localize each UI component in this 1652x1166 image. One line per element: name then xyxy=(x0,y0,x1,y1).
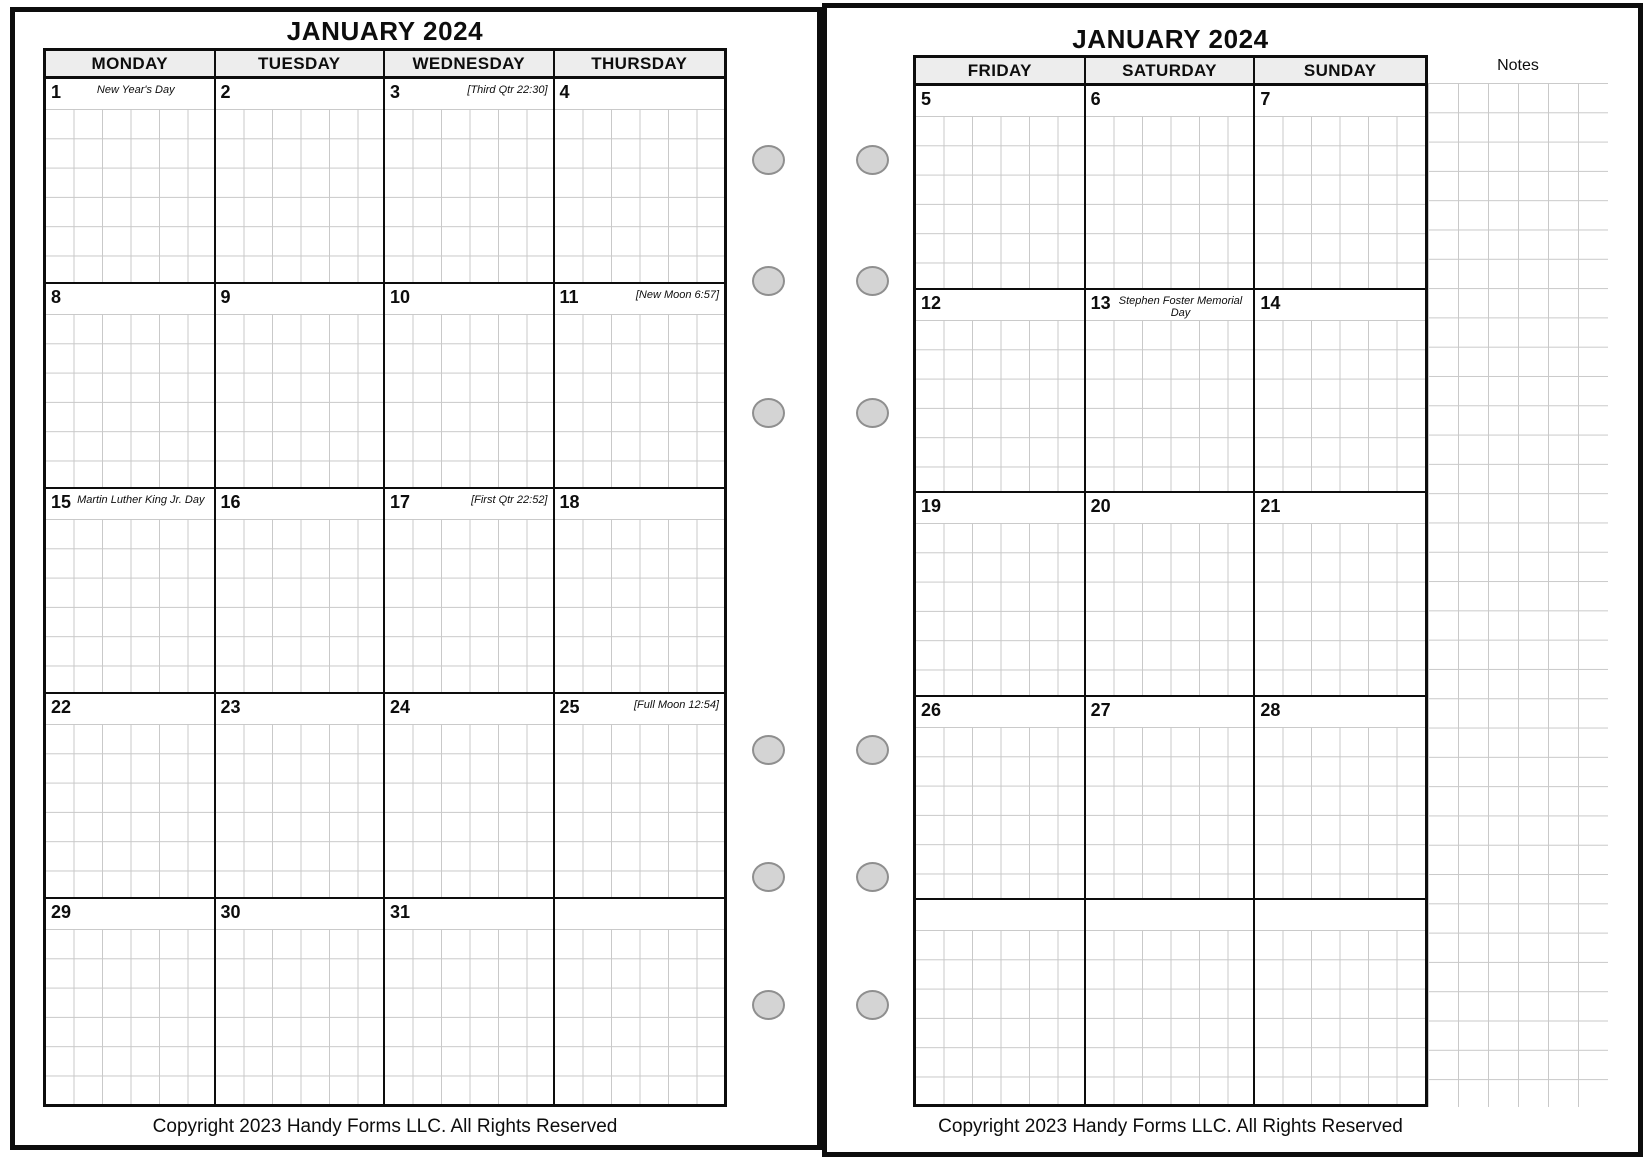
ruled-grid xyxy=(1086,116,1254,288)
ruled-grid xyxy=(1255,523,1425,695)
holiday-note: Stephen Foster Memorial Day xyxy=(1118,294,1243,320)
day-label-band xyxy=(555,694,725,724)
ruled-grid xyxy=(46,519,214,692)
ruled-grid xyxy=(916,930,1084,1104)
holiday-note: New Year's Day xyxy=(96,84,175,96)
day-label-band xyxy=(216,489,384,519)
day-cell-19 xyxy=(916,493,1086,697)
day-label-band xyxy=(916,900,1084,930)
binder-hole xyxy=(856,398,889,428)
day-cell-9 xyxy=(216,284,386,489)
day-number: 27 xyxy=(1090,699,1111,720)
day-label-band xyxy=(1255,290,1425,320)
ruled-grid xyxy=(385,724,553,897)
day-label-band xyxy=(1086,86,1254,116)
day-cell-27 xyxy=(1086,697,1256,901)
ruled-grid xyxy=(1086,523,1254,695)
day-cell-30 xyxy=(216,899,386,1104)
day-number: 2 xyxy=(220,82,231,102)
day-label-band xyxy=(916,697,1084,727)
day-cell-20 xyxy=(1086,493,1256,697)
day-cell-18 xyxy=(555,489,725,694)
day-label-band xyxy=(1086,900,1254,930)
ruled-grid xyxy=(1255,727,1425,899)
day-label-band xyxy=(555,489,725,519)
day-number: 16 xyxy=(220,492,241,512)
day-cell-4 xyxy=(555,79,725,284)
day-number: 11 xyxy=(559,287,579,307)
day-label-band xyxy=(216,284,384,314)
ruled-grid xyxy=(1255,320,1425,492)
ruled-grid xyxy=(916,727,1084,899)
ruled-grid xyxy=(916,523,1084,695)
day-number: 28 xyxy=(1260,699,1281,720)
day-label-band xyxy=(46,284,214,314)
day-number: 14 xyxy=(1260,292,1281,313)
day-cell-empty xyxy=(1086,900,1256,1104)
day-cell-22 xyxy=(46,694,216,899)
binder-hole xyxy=(856,862,889,892)
day-number: 29 xyxy=(51,902,72,922)
day-label-band xyxy=(385,489,553,519)
day-number: 15 xyxy=(51,492,72,512)
day-number: 23 xyxy=(220,697,241,717)
day-cell-empty xyxy=(916,900,1086,1104)
day-header-sunday: SUNDAY xyxy=(1255,58,1425,86)
day-number: 20 xyxy=(1090,496,1111,517)
day-number: 10 xyxy=(390,287,411,307)
day-cell-23 xyxy=(216,694,386,899)
moon-phase-note: [New Moon 6:57] xyxy=(635,289,719,301)
day-header-thursday: THURSDAY xyxy=(555,51,725,79)
day-header-friday: FRIDAY xyxy=(916,58,1086,86)
binder-hole xyxy=(752,862,785,892)
day-number: 3 xyxy=(390,82,401,102)
day-label-band xyxy=(216,79,384,109)
day-cell-3 xyxy=(385,79,555,284)
day-number: 19 xyxy=(921,496,942,517)
binder-hole xyxy=(752,398,785,428)
moon-phase-note: [Third Qtr 22:30] xyxy=(467,84,548,96)
day-cell-7 xyxy=(1255,86,1425,290)
ruled-grid xyxy=(555,519,725,692)
day-label-band xyxy=(1086,493,1254,523)
day-label-band xyxy=(555,79,725,109)
ruled-grid xyxy=(216,724,384,897)
day-cell-24 xyxy=(385,694,555,899)
ruled-grid xyxy=(46,314,214,487)
day-cell-13 xyxy=(1086,290,1256,494)
left-calendar-table xyxy=(43,48,727,1107)
moon-phase-note: [First Qtr 22:52] xyxy=(471,494,548,506)
day-label-band xyxy=(555,284,725,314)
ruled-grid xyxy=(1086,930,1254,1104)
ruled-grid xyxy=(216,314,384,487)
ruled-grid xyxy=(385,109,553,282)
day-label-band xyxy=(555,899,725,929)
day-label-band xyxy=(1255,697,1425,727)
ruled-grid xyxy=(1255,930,1425,1104)
ruled-grid xyxy=(216,929,384,1104)
right-page-title: JANUARY 2024 xyxy=(1072,24,1269,54)
day-number: 13 xyxy=(1090,292,1111,313)
day-number: 22 xyxy=(51,697,72,717)
day-cell-28 xyxy=(1255,697,1425,901)
day-label-band xyxy=(385,899,553,929)
day-cell-14 xyxy=(1255,290,1425,494)
day-label-band xyxy=(46,694,214,724)
ruled-grid xyxy=(385,314,553,487)
day-number: 6 xyxy=(1090,89,1101,109)
ruled-grid xyxy=(555,724,725,897)
day-header-saturday: SATURDAY xyxy=(1086,58,1256,86)
day-cell-5 xyxy=(916,86,1086,290)
day-number: 26 xyxy=(921,699,942,720)
day-number: 8 xyxy=(51,287,62,307)
notes-grid xyxy=(1428,83,1608,1107)
day-number: 5 xyxy=(921,89,932,109)
ruled-grid xyxy=(216,109,384,282)
day-cell-31 xyxy=(385,899,555,1104)
day-label-band xyxy=(385,79,553,109)
day-label-band xyxy=(916,86,1084,116)
day-header-tuesday: TUESDAY xyxy=(216,51,386,79)
day-cell-11 xyxy=(555,284,725,489)
binder-hole xyxy=(856,266,889,296)
day-number: 4 xyxy=(559,82,570,102)
binder-hole xyxy=(752,266,785,296)
day-number: 17 xyxy=(390,492,411,512)
day-number: 9 xyxy=(220,287,231,307)
left-copyright-text: Copyright 2023 Handy Forms LLC. All Rights Reserved xyxy=(152,1116,618,1137)
day-number: 12 xyxy=(921,292,942,313)
day-cell-8 xyxy=(46,284,216,489)
day-cell-empty xyxy=(555,899,725,1104)
binder-hole xyxy=(856,145,889,175)
day-label-band xyxy=(916,290,1084,320)
ruled-grid xyxy=(216,519,384,692)
day-label-band xyxy=(1255,86,1425,116)
day-cell-2 xyxy=(216,79,386,284)
day-number: 31 xyxy=(390,902,411,922)
day-cell-29 xyxy=(46,899,216,1104)
day-label-band xyxy=(385,694,553,724)
ruled-grid xyxy=(46,109,214,282)
day-cell-6 xyxy=(1086,86,1256,290)
day-label-band xyxy=(216,694,384,724)
day-cell-1 xyxy=(46,79,216,284)
day-cell-15 xyxy=(46,489,216,694)
day-label-band xyxy=(216,899,384,929)
day-label-band xyxy=(1086,290,1254,320)
day-label-band xyxy=(46,79,214,109)
day-cell-empty xyxy=(1255,900,1425,1104)
day-header-monday: MONDAY xyxy=(46,51,216,79)
binder-hole xyxy=(752,735,785,765)
day-cell-17 xyxy=(385,489,555,694)
right-copyright-text: Copyright 2023 Handy Forms LLC. All Rights Reserved xyxy=(938,1116,1403,1137)
day-header-wednesday: WEDNESDAY xyxy=(385,51,555,79)
ruled-grid xyxy=(385,929,553,1104)
day-cell-25 xyxy=(555,694,725,899)
holiday-note: Martin Luther King Jr. Day xyxy=(77,494,205,506)
day-label-band xyxy=(1255,900,1425,930)
day-number: 25 xyxy=(559,697,580,717)
right-calendar-table xyxy=(913,55,1428,1107)
day-label-band xyxy=(46,489,214,519)
ruled-grid xyxy=(46,929,214,1104)
day-number: 18 xyxy=(559,492,580,512)
day-label-band xyxy=(916,493,1084,523)
day-number: 24 xyxy=(390,697,411,717)
day-cell-12 xyxy=(916,290,1086,494)
day-label-band xyxy=(46,899,214,929)
ruled-grid xyxy=(46,724,214,897)
moon-phase-note: [Full Moon 12:54] xyxy=(634,699,719,711)
day-cell-16 xyxy=(216,489,386,694)
day-number: 21 xyxy=(1260,496,1281,517)
ruled-grid xyxy=(916,116,1084,288)
day-label-band xyxy=(1086,697,1254,727)
binder-hole xyxy=(856,735,889,765)
ruled-grid xyxy=(385,519,553,692)
day-label-band xyxy=(385,284,553,314)
day-cell-10 xyxy=(385,284,555,489)
ruled-grid xyxy=(555,314,725,487)
day-number: 7 xyxy=(1260,89,1271,109)
ruled-grid xyxy=(1086,727,1254,899)
binder-hole xyxy=(752,145,785,175)
ruled-grid xyxy=(555,929,725,1104)
notes-label: Notes xyxy=(1497,57,1539,74)
day-number: 30 xyxy=(220,902,241,922)
binder-hole xyxy=(856,990,889,1020)
left-page-title: JANUARY 2024 xyxy=(286,16,484,46)
day-cell-21 xyxy=(1255,493,1425,697)
day-label-band xyxy=(1255,493,1425,523)
ruled-grid xyxy=(916,320,1084,492)
ruled-grid xyxy=(555,109,725,282)
ruled-grid xyxy=(1086,320,1254,492)
binder-hole xyxy=(752,990,785,1020)
day-cell-26 xyxy=(916,697,1086,901)
ruled-grid xyxy=(1255,116,1425,288)
day-number: 1 xyxy=(51,82,62,102)
